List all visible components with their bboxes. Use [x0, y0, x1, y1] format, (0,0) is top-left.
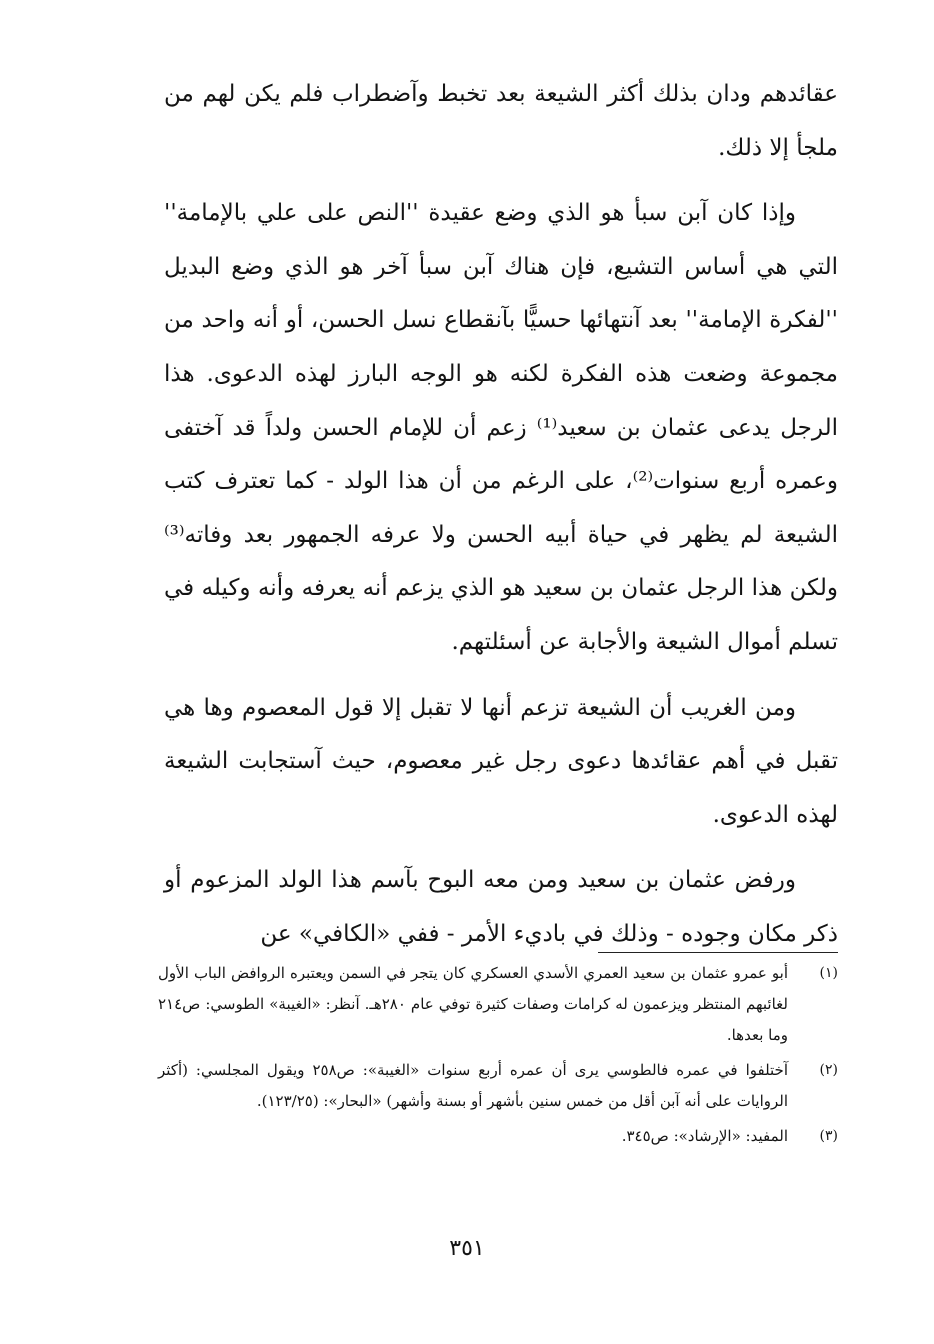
footnote-separator — [598, 952, 838, 953]
footnote — [158, 1055, 838, 1117]
page-number: ٣٥١ — [449, 1236, 485, 1261]
footnote-text: أبو عمرو عثمان بن سعيد العمري الأسدي العسكري كان يتجر في السمن ويعتبره الروافض الباب الأول لغائبهم المنتظر ويزعمون له كرامات وصفات كثيرة توفي عام ٢٨٠هـ. آنظر: «الغيبة» الطوسي: ص٢١٤ وما بعدها. — [158, 964, 788, 1044]
footnotes — [158, 958, 838, 1156]
footnote-text: آختلفوا في عمره فالطوسي يرى أن عمره أربع سنوات «الغيبة»: ص٢٥٨ ويقول المجلسي: (أكثر الروايات على أنه آبن أقل من خمس سنين بأشهر أو بسنة وأشهر) «البحار»: (١٢٣/٢٥). — [158, 1061, 788, 1110]
paragraph: ومن الغريب أن الشيعة تزعم أنها لا تقبل إلا قول المعصوم وها هي تقبل في أهم عقائدها دعوى رجل غير معصوم، حيث آستجابت الشيعة لهذه الدعوى. — [164, 694, 838, 828]
paragraph: وإذا كان آبن سبأ هو الذي وضع عقيدة ''النص على علي بالإمامة'' التي هي أساس التشيع، فإن هناك آبن سبأ آخر هو الذي وضع البديل ''لفكرة الإمامة'' بعد آنتهائها حسيًّا بآنقطاع نسل الحسن، أو أنه واحد من مجموعة وضعت هذه الفكرة لكنه هو الوجه البارز لهذه الدعوى. هذا الرجل يدعى عثمان بن سعيد⁽¹⁾ زعم أن للإمام الحسن ولداً قد آختفى وعمره أربع سنوات⁽²⁾، على الرغم من أن هذا الولد - كما تعترف كتب الشيعة لم يظهر في حياة أبيه الحسن ولا عرفه الجمهور بعد وفاته⁽³⁾ ولكن هذا الرجل عثمان بن سعيد هو الذي يزعم أنه يعرفه وأنه وكيله في تسلم أموال الشيعة والأجابة عن أسئلتهم. — [164, 200, 838, 655]
paragraph: ورفض عثمان بن سعيد ومن معه البوح بآسم هذا الولد المزعوم أو ذكر مكان وجوده - وذلك في باديء الأمر - ففي «الكافي» عن — [164, 867, 838, 947]
footnote-text: المفيد: «الإرشاد»: ص٣٤٥. — [621, 1127, 788, 1145]
main-text — [164, 68, 838, 974]
footnote-number: (٣) — [819, 1128, 838, 1144]
paragraph: عقائدهم ودان بذلك أكثر الشيعة بعد تخبط وآضطراب فلم يكن لهم من ملجأ إلا ذلك. — [164, 81, 838, 161]
footnote-number: (٢) — [819, 1062, 838, 1078]
footnote — [158, 958, 838, 1051]
footnote-number: (١) — [819, 965, 838, 981]
footnote — [158, 1121, 838, 1152]
